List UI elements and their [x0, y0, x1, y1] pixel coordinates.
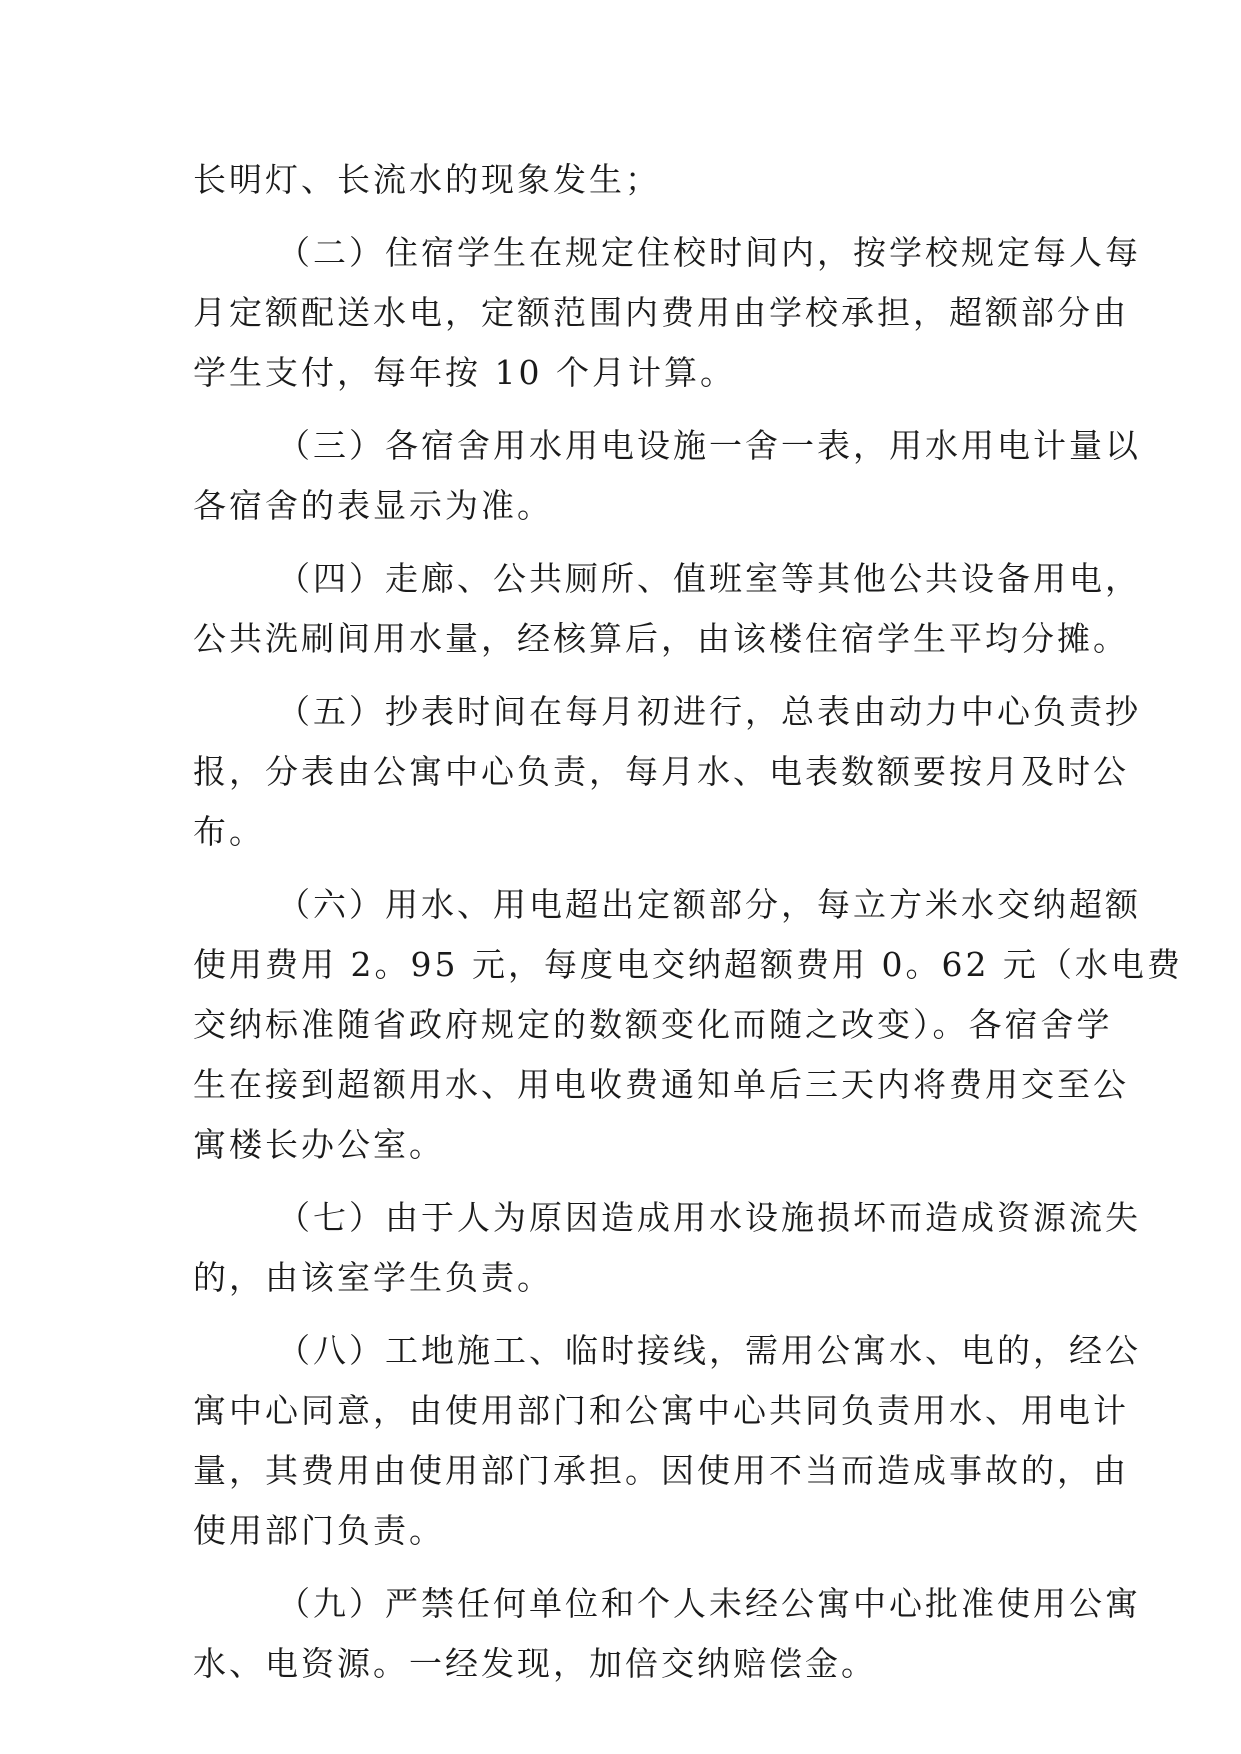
text-line: （五）抄表时间在每月初进行，总表由动力中心负责抄 — [277, 692, 1141, 731]
text-line: （四）走廊、公共厕所、值班室等其他公共设备用电， — [277, 559, 1141, 598]
text-line: （三）各宿舍用水用电设施一舍一表，用水用电计量以 — [277, 426, 1141, 465]
text-line: 的，由该室学生负责。 — [193, 1258, 553, 1297]
text-line: 月定额配送水电，定额范围内费用由学校承担，超额部分由 — [193, 293, 1129, 332]
text-line: 寓楼长办公室。 — [193, 1125, 445, 1164]
paragraph-2 — [193, 223, 1141, 403]
paragraph-1 — [193, 150, 1073, 210]
paragraph-7 — [193, 1188, 1141, 1308]
text-line: 水、电资源。一经发现，加倍交纳赔偿金。 — [193, 1644, 877, 1683]
paragraph-4 — [193, 549, 1141, 669]
text-line: （七）由于人为原因造成用水设施损坏而造成资源流失 — [277, 1198, 1141, 1237]
text-line: 长明灯、长流水的现象发生； — [193, 160, 661, 199]
text-line: 量，其费用由使用部门承担。因使用不当而造成事故的，由 — [193, 1451, 1129, 1490]
text-line: （八）工地施工、临时接线，需用公寓水、电的，经公 — [277, 1331, 1141, 1370]
text-line: 学生支付，每年按 10 个月计算。 — [193, 353, 736, 392]
paragraph-6 — [193, 875, 1183, 1175]
text-line: 公共洗刷间用水量，经核算后，由该楼住宿学生平均分摊。 — [193, 619, 1129, 658]
text-line: 交纳标准随省政府规定的数额变化而随之改变）。各宿舍学 — [193, 1005, 1113, 1044]
text-line: 布。 — [193, 812, 265, 851]
text-line: 报，分表由公寓中心负责，每月水、电表数额要按月及时公 — [193, 752, 1129, 791]
paragraph-3 — [193, 416, 1141, 536]
text-line: （九）严禁任何单位和个人未经公寓中心批准使用公寓 — [277, 1584, 1141, 1623]
paragraph-9 — [193, 1574, 1141, 1694]
document-body — [193, 150, 1183, 1694]
text-line: （二）住宿学生在规定住校时间内，按学校规定每人每 — [277, 233, 1141, 272]
text-line: 使用费用 2。95 元，每度电交纳超额费用 0。62 元（水电费 — [193, 945, 1183, 984]
text-line: 寓中心同意，由使用部门和公寓中心共同负责用水、用电计 — [193, 1391, 1129, 1430]
paragraph-8 — [193, 1321, 1141, 1561]
text-line: （六）用水、用电超出定额部分，每立方米水交纳超额 — [277, 885, 1141, 924]
paragraph-5 — [193, 682, 1141, 862]
text-line: 使用部门负责。 — [193, 1511, 445, 1550]
text-line: 各宿舍的表显示为准。 — [193, 486, 553, 525]
text-line: 生在接到超额用水、用电收费通知单后三天内将费用交至公 — [193, 1065, 1129, 1104]
